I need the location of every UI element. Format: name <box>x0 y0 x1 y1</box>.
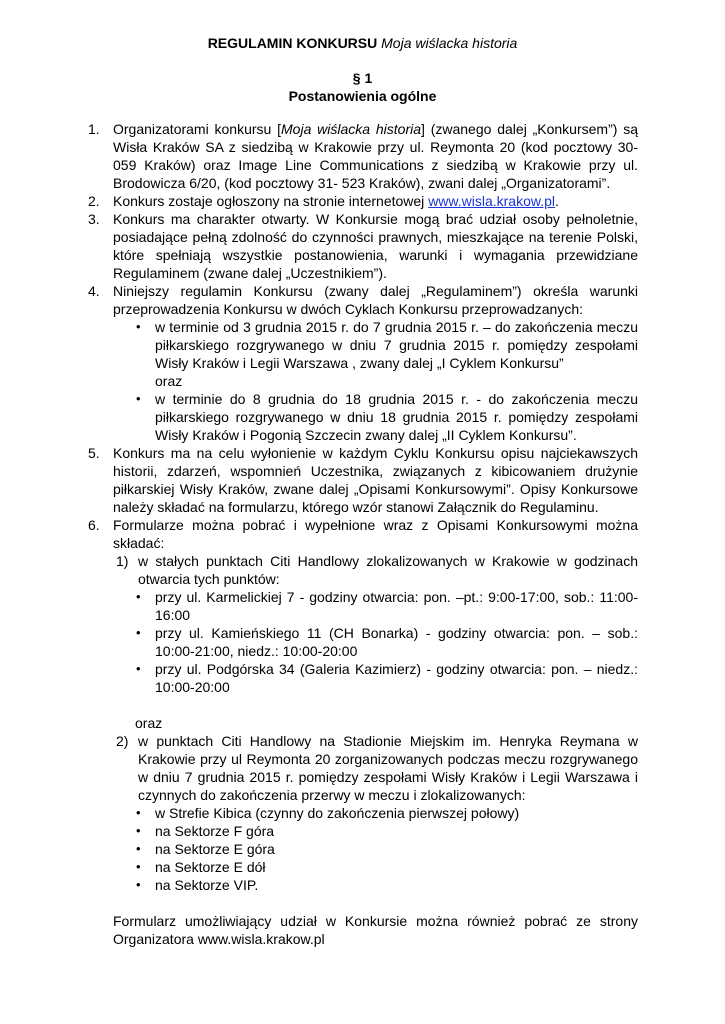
bullet-icon: • <box>136 589 141 604</box>
title-italic: Moja wiślacka historia <box>381 35 518 51</box>
list-item: 1. Organizatorami konkursu [Moja wiślacka historia] (zwanego dalej „Konkursem”) są Wisła Kraków SA z siedzibą w Krakowie przy ul. Reymonta 20 (kod pocztowy 30-059 Kraków) oraz Image Line Communications z siedzibą w Krakowie przy ul. Brodowicza 6/20, (kod pocztowy 31- 523 Kraków), zwani dalej „Organizatorami”. <box>88 121 638 191</box>
cycle-bullet: • w terminie od 3 grudnia 2015 r. do 7 grudnia 2015 r. – do zakończenia meczu piłkarskiego rozgrywanego w dniu 7 grudnia 2015 r. pomiędzy zespołami Wisły Kraków i Legii Warszawa , zwany dalej „I Cyklem Konkursu” <box>136 319 638 371</box>
bullet-icon: • <box>136 391 141 406</box>
sub-item: 2) w punktach Citi Handlowy na Stadionie Miejskim im. Henryka Reymana w Krakowie przy ul Reymonta 20 zorganizowanych podczas meczu rozgrywanego w dniu 7 grudnia 2015 r. pomiędzy zespołami Wisły Kraków i Legii Warszawa i czynnych do zakończenia przerwy w meczu i zlokalizowanych: <box>116 733 638 803</box>
sector-bullet: • w Strefie Kibica (czynny do zakończenia pierwszej połowy) <box>136 805 520 821</box>
location-bullet: • przy ul. Karmelickiej 7 - godziny otwarcia: pon. –pt.: 9:00-17:00, sob.: 11:00-16:00 <box>136 589 638 623</box>
list-item: 3. Konkurs ma charakter otwarty. W Konkursie mogą brać udział osoby pełnoletnie, posiadające pełną zdolność do czynności prawnych, mieszkające na terenie Polski, które spełniają wszystkie postanowienia, warunki i wymagania przewidziane Regulaminem (zwane dalej „Uczestnikiem”). <box>88 211 638 281</box>
spacer <box>0 894 725 912</box>
bullet-icon: • <box>136 877 141 892</box>
bullet-icon: • <box>136 661 141 676</box>
cycle-bullet: • w terminie do 8 grudnia do 18 grudnia 2015 r. - do zakończenia meczu piłkarskiego rozgrywanego w dniu 18 grudnia 2015 r. pomiędzy zespołami Wisły Kraków i Pogonią Szczecin zwany dalej „II Cyklem Konkursu”. <box>136 391 638 443</box>
list-item: 5. Konkurs ma na celu wyłonienie w każdym Cyklu Konkursu opisu najciekawszych historii, zdarzeń, wspomnień Uczestnika, związanych z kibicowaniem drużynie piłkarskiej Wisły Kraków, zwane dalej „Opisami Konkursowymi”. Opisy Konkursowe należy składać na formularzu, którego wzór stanowi Załącznik do Regulaminu. <box>88 445 638 515</box>
sector-bullet: • na Sektorze E góra <box>136 841 275 857</box>
document-body <box>0 120 725 948</box>
bullet-icon: • <box>136 859 141 874</box>
list-item: 2. Konkurs zostaje ogłoszony na stronie internetowej www.wisla.krakow.pl. <box>88 193 559 209</box>
bullet-icon: • <box>136 319 141 334</box>
bullet-icon: • <box>136 625 141 640</box>
bullet-icon: • <box>136 805 141 820</box>
title-bold: REGULAMIN KONKURSU <box>207 35 378 51</box>
location-bullet: • przy ul. Podgórska 34 (Galeria Kazimierz) - godziny otwarcia: pon. – niedz.: 10:00-20:00 <box>136 661 638 695</box>
list-item: 6. Formularze można pobrać i wypełnione wraz z Opisami Konkursowymi można składać: <box>88 517 638 551</box>
list-item: 4. Niniejszy regulamin Konkursu (zwany dalej „Regulaminem”) określa warunki przeprowadzenia Konkursu w dwóch Cyklach Konkursu przeprowadzanych: <box>88 283 638 317</box>
sector-bullet: • na Sektorze E dół <box>136 859 266 875</box>
oraz-text: oraz <box>135 715 163 731</box>
footer-note: Formularz umożliwiający udział w Konkursie można również pobrać ze strony Organizatora www.wisla.krakow.pl <box>113 913 638 947</box>
spacer <box>0 696 725 714</box>
sector-bullet: • na Sektorze VIP. <box>136 877 259 893</box>
sub-item: 1) w stałych punktach Citi Handlowy zlokalizowanych w Krakowie w godzinach otwarcia tych punktów: <box>116 553 638 587</box>
document-title <box>0 34 725 52</box>
website-link[interactable]: www.wisla.krakow.pl <box>428 193 556 209</box>
bullet-icon: • <box>136 841 141 856</box>
location-bullet: • przy ul. Kamieńskiego 11 (CH Bonarka) - godziny otwarcia: pon. – sob.: 10:00-21:00, niedz.: 10:00-20:00 <box>136 625 638 659</box>
section-title: Postanowienia ogólne <box>288 88 437 104</box>
sector-bullet: • na Sektorze F góra <box>136 823 275 839</box>
oraz-text: oraz <box>155 373 183 389</box>
section-number: § 1 <box>352 70 373 86</box>
bullet-icon: • <box>136 823 141 838</box>
